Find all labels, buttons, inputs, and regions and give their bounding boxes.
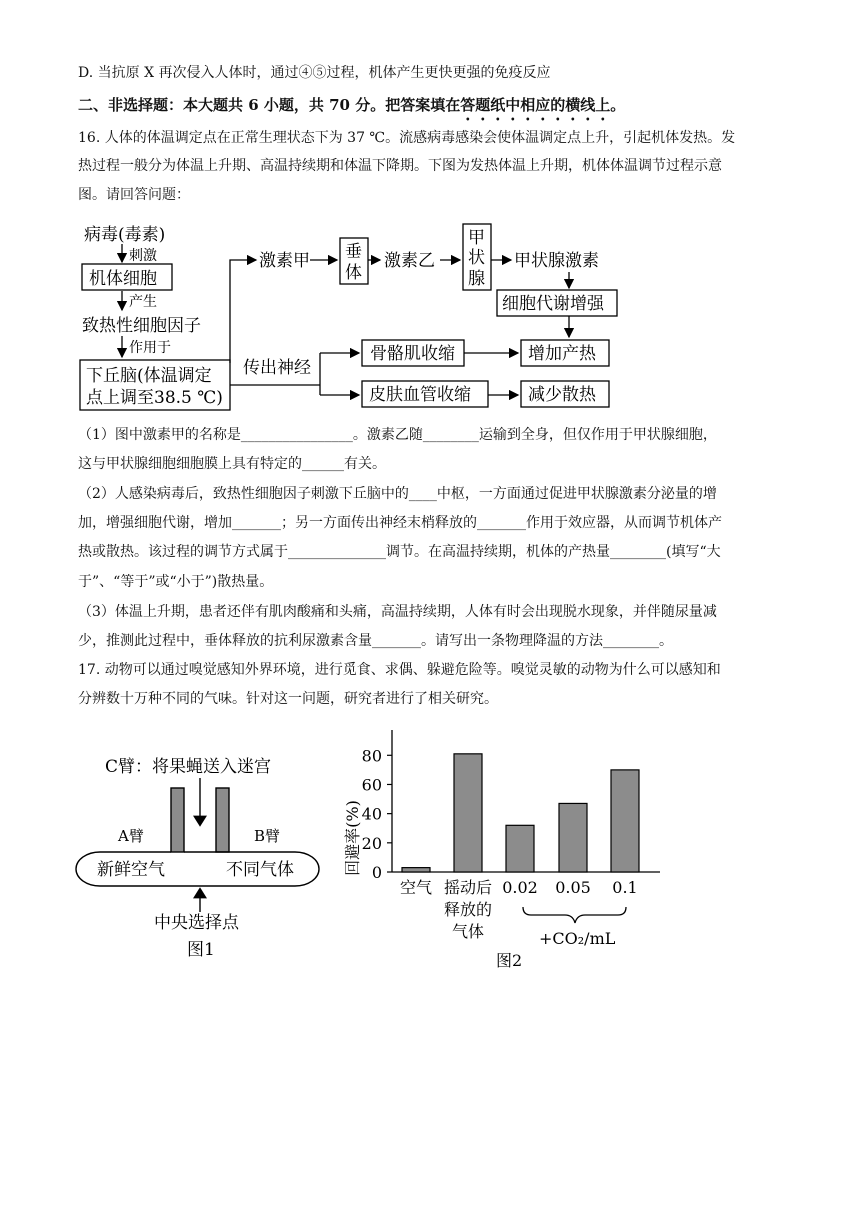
q16-intro-line1: 16. 人体的体温调定点在正常生理状态下为 37 ℃。流感病毒感染会使体温调定点上升，引起机体发热。发 — [78, 130, 736, 146]
arm-a-label: A臂 — [118, 827, 144, 845]
produce-label: 产生 — [129, 294, 157, 310]
thyroid-label-2: 状 — [468, 248, 485, 268]
heat-down-label: 减少散热 — [528, 385, 596, 405]
vessel-label: 皮肤血管收缩 — [369, 385, 471, 405]
y-tick-label: 60 — [361, 775, 382, 795]
q16-intro-line2: 热过程一般分为体温上升期、高温持续期和体温下降期。下图为发热体温上升期，机体体温调节过程示意 — [78, 158, 722, 174]
center-label: 中央选择点 — [154, 913, 239, 933]
thyroid-label-1: 甲 — [468, 228, 485, 248]
hypothalamus-label-2: 点上调至38.5 ℃) — [86, 388, 223, 408]
vessel-box — [362, 381, 488, 407]
figure2-caption: 图2 — [496, 951, 523, 970]
metabolism-label: 细胞代谢增强 — [502, 294, 604, 314]
pituitary-label-2: 体 — [345, 263, 362, 283]
fresh-air-label: 新鲜空气 — [97, 860, 165, 880]
efferent-label: 传出神经 — [243, 358, 311, 378]
arm-b-label: B臂 — [254, 827, 281, 845]
bar — [402, 868, 430, 872]
metabolism-box — [497, 290, 617, 316]
hormone-b-label: 激素乙 — [384, 251, 435, 271]
body-cell-box — [82, 264, 172, 290]
q16-part2-line2: 加，增强细胞代谢，增加_______；另一方面传出神经末梢释放的_______作用于效应器，从而调节机体产 — [78, 515, 722, 531]
hypothalamus-box — [80, 360, 230, 410]
co2-group-brace — [523, 907, 626, 923]
section-heading-end: 。 — [610, 96, 626, 114]
x-tick-label: 气体 — [451, 922, 485, 941]
act-on-label: 作用于 — [129, 340, 171, 356]
section-heading-text: 二、非选择题：本大题共 6 小题，共 70 分。把答案填在 — [78, 96, 461, 114]
bar — [454, 754, 482, 872]
x-tick-label: 0.1 — [612, 878, 638, 897]
thyroid-hormone-label: 甲状腺激素 — [514, 251, 599, 271]
hormone-a-label: 激素甲 — [259, 251, 310, 271]
figure1-caption: 图1 — [187, 940, 215, 960]
section-heading-emphasis: 答题纸中相应的横线上 — [460, 96, 611, 114]
maze-tube — [76, 852, 319, 886]
bar — [559, 803, 587, 872]
chart-ylabel: 回避率(%) — [343, 800, 362, 876]
q16-part1-line1: （1）图中激素甲的名称是________________。激素乙随________运输到全身，但仅作用于甲状腺细胞， — [78, 427, 717, 443]
q16-intro-line3: 图。请回答问题： — [78, 187, 190, 203]
arm-c-label: C臂：将果蝇送入迷宫 — [105, 757, 272, 777]
x-tick-label: 释放的 — [443, 900, 493, 919]
maze-right-wall — [216, 788, 229, 852]
y-tick-label: 40 — [361, 804, 382, 824]
bar — [611, 770, 639, 872]
q16-part2-line3: 热或散热。该过程的调节方式属于______________调节。在高温持续期，机体的产热量________(填写“大 — [78, 544, 721, 560]
x-tick-label: 空气 — [399, 878, 433, 897]
thyroid-label-3: 腺 — [468, 269, 485, 289]
q16-part1-line2: 这与甲状腺细胞细胞膜上具有特定的______有关。 — [78, 456, 386, 472]
y-tick-label: 20 — [361, 833, 382, 853]
pituitary-label-1: 垂 — [345, 242, 362, 262]
q16-part2-line1: （2）人感染病毒后，致热性细胞因子刺激下丘脑中的____中枢，一方面通过促进甲状腺激素分泌量的增 — [78, 486, 717, 502]
bar — [506, 825, 534, 872]
muscle-box — [362, 340, 464, 366]
q15-option-d: D. 当抗原 X 再次侵入人体时，通过④⑤过程，机体产生更快更强的免疫反应 — [78, 65, 551, 81]
heat-up-box — [521, 340, 609, 366]
muscle-label: 骨骼肌收缩 — [370, 344, 455, 364]
q17-intro-line2: 分辨数十万种不同的气味。针对这一问题，研究者进行了相关研究。 — [78, 691, 498, 707]
q16-part2-line4: 于”、“等于”或“小于”)散热量。 — [78, 574, 274, 590]
y-tick-label: 80 — [361, 746, 382, 766]
pituitary-box — [340, 238, 368, 284]
other-gas-label: 不同气体 — [226, 860, 294, 880]
x-tick-label: 0.05 — [555, 878, 591, 897]
thyroid-box — [463, 224, 491, 290]
hypothalamus-label-1: 下丘脑(体温调定 — [86, 366, 212, 386]
chart-group-label: +CO₂/mL — [539, 929, 616, 948]
q16-part3-line2: 少，推测此过程中，垂体释放的抗利尿激素含量_______。请写出一条物理降温的方法________。 — [78, 633, 673, 649]
virus-label: 病毒(毒素) — [84, 225, 166, 245]
stimulate-label: 刺激 — [129, 248, 157, 264]
section-heading — [78, 95, 625, 124]
x-tick-label: 摇动后 — [443, 878, 493, 897]
body-cell-label: 机体细胞 — [89, 269, 157, 289]
pyrogen-label: 致热性细胞因子 — [82, 316, 201, 336]
heat-down-box — [521, 381, 609, 407]
q17-intro-line1: 17. 动物可以通过嗅觉感知外界环境，进行觅食、求偶、躲避危险等。嗅觉灵敏的动物为什么可以感知和 — [78, 662, 721, 678]
heat-up-label: 增加产热 — [528, 344, 596, 364]
maze-left-wall — [171, 788, 184, 852]
q16-part3-line1: （3）体温上升期，患者还伴有肌肉酸痛和头痛，高温持续期，人体有时会出现脱水现象，并伴随尿量减 — [78, 604, 717, 620]
y-tick-label: 0 — [371, 863, 382, 882]
x-tick-label: 0.02 — [502, 878, 538, 897]
